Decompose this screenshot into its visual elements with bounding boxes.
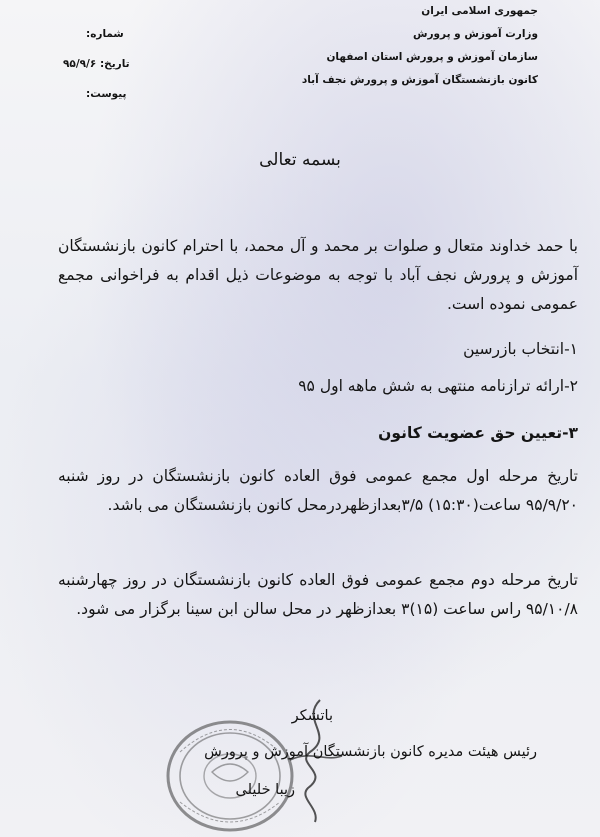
letter-title: بسمه تعالی <box>259 150 341 170</box>
date-value: ۹۵/۹/۶ <box>63 58 97 70</box>
letterhead-line-country: جمهوری اسلامی ایران <box>421 5 538 17</box>
letterhead-line-association: کانون بازنشستگان آموزش و پرورش نجف آباد <box>301 74 538 86</box>
agenda-item-2: ۲-ارائه ترازنامه منتهی به شش ماهه اول ۹۵ <box>298 377 578 395</box>
letterhead <box>278 6 538 98</box>
number-label: شماره: <box>86 28 124 40</box>
first-session-paragraph: تاریخ مرحله اول مجمع عمومی فوق العاده کانون بازنشستگان در روز شنبه ۹۵/۹/۲۰ ساعت(۱۵:۳۰) ۳/۵بعدازظهردرمحل کانون بازنشستگان می باشد. <box>58 467 578 514</box>
date-row <box>63 58 130 70</box>
date-label: تاریخ: <box>99 58 130 70</box>
agenda-item-3: ۳-تعیین حق عضویت کانون <box>378 424 578 442</box>
closing-regards: باتشکر <box>291 708 333 724</box>
intro-paragraph: با حمد خداوند متعال و صلوات بر محمد و آل محمد، با احترام کانون بازنشستگان آموزش و پرورش نجف آباد با توجه به موضوعات ذیل اقدام به فراخوانی مجمع عمومی نموده است. <box>58 237 578 313</box>
signer-title: رئیس هیئت مدیره کانون بازنشستگان آموزش و پرورش <box>204 744 537 760</box>
letterhead-line-organization: سازمان آموزش و پرورش استان اصفهان <box>326 51 538 63</box>
agenda-item-1: ۱-انتخاب بازرسین <box>463 340 578 358</box>
letterhead-line-ministry: وزارت آموزش و پرورش <box>412 28 538 40</box>
signer-name: زیبا خلیلی <box>235 782 295 798</box>
attachment-label: پیوست: <box>86 88 127 100</box>
second-session-paragraph: تاریخ مرحله دوم مجمع عمومی فوق العاده کانون بازنشستگان در روز چهارشنبه ۹۵/۱۰/۸ راس ساعت (۱۵)۳ بعدازظهر در محل سالن ابن سینا برگزار می شود. <box>58 571 578 618</box>
